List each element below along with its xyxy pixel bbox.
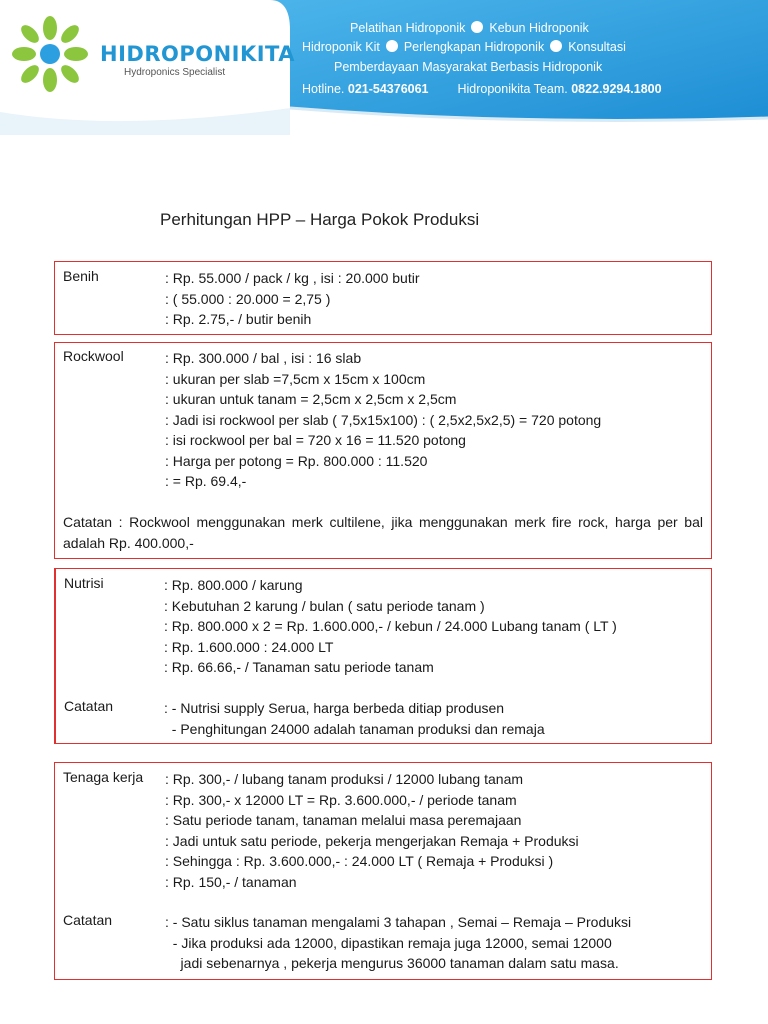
tenaga-kerja-label: Tenaga kerja [63, 769, 144, 785]
tenaga-kerja-section [54, 762, 712, 980]
rockwool-line: : ukuran untuk tanam = 2,5cm x 2,5cm x 2,5cm [165, 391, 457, 407]
nutrisi-line: : Rp. 800.000 / karung [164, 577, 303, 593]
hidroponikita-logo-icon [10, 14, 90, 94]
header-contact-line [302, 82, 662, 96]
nutrisi-label: Nutrisi [64, 575, 104, 591]
rockwool-line: : isi rockwool per bal = 720 x 16 = 11.520 potong [165, 432, 466, 448]
service-konsultasi: Konsultasi [568, 40, 626, 54]
brand-tagline: Hydroponics Specialist [124, 67, 226, 78]
tenaga-line: : Jadi untuk satu periode, pekerja mengerjakan Remaja + Produksi [165, 832, 579, 849]
nutrisi-section [54, 568, 712, 744]
header-services-line-1 [350, 21, 589, 35]
bullet-icon [471, 21, 483, 33]
nutrisi-note-line: - Penghitungan 24000 adalah tanaman produksi dan remaja [164, 720, 545, 737]
team-number: 0822.9294.1800 [571, 82, 662, 96]
team-label: Hidroponikita Team. [457, 82, 568, 96]
tenaga-note-line: : - Satu siklus tanaman mengalami 3 tahapan , Semai – Remaja – Produksi [165, 914, 632, 930]
benih-line: : Rp. 55.000 / pack / kg , isi : 20.000 butir [165, 270, 420, 286]
tenaga-line: : Satu periode tanam, tanaman melalui masa peremajaan [165, 812, 522, 828]
hotline-label: Hotline. [302, 82, 345, 96]
rockwool-label: Rockwool [63, 348, 124, 364]
bullet-icon [386, 40, 398, 52]
hotline-number: 021-54376061 [347, 82, 429, 96]
tenaga-line: : Rp. 150,- / tanaman [165, 873, 297, 890]
tenaga-line: : Rp. 300,- x 12000 LT = Rp. 3.600.000,- / periode tanam [165, 791, 517, 808]
nutrisi-note-line: : - Nutrisi supply Serua, harga berbeda ditiap produsen [164, 700, 505, 716]
nutrisi-line: : Rp. 800.000 x 2 = Rp. 1.600.000,- / kebun / 24.000 Lubang tanam ( LT ) [164, 618, 617, 634]
header-services-line-2 [302, 40, 626, 54]
header-services-line-3: Pemberdayaan Masyarakat Berbasis Hidroponik [334, 60, 603, 74]
tenaga-note-line: - Jika produksi ada 12000, dipastikan remaja juga 12000, semai 12000 [165, 934, 612, 951]
nutrisi-line: : Kebutuhan 2 karung / bulan ( satu periode tanam ) [164, 597, 485, 614]
rockwool-line: : Jadi isi rockwool per slab ( 7,5x15x100) : ( 2,5x2,5x2,5) = 720 potong [165, 411, 602, 428]
rockwool-note: Catatan : Rockwool menggunakan merk cultilene, jika menggunakan merk fire rock, harga per bal adalah Rp. 400.000,- [63, 514, 703, 551]
benih-line: : Rp. 2.75,- / butir benih [165, 311, 312, 327]
benih-section [54, 261, 712, 335]
rockwool-line: : = Rp. 69.4,- [165, 473, 247, 489]
benih-label: Benih [63, 268, 99, 284]
service-kit: Hidroponik Kit [302, 40, 380, 54]
rockwool-line: : Harga per potong = Rp. 800.000 : 11.520 [165, 452, 428, 469]
brand-name: HIDROPONIKITA [100, 42, 296, 66]
rockwool-line: : ukuran per slab =7,5cm x 15cm x 100cm [165, 370, 426, 387]
service-pelatihan: Pelatihan Hidroponik [350, 21, 466, 35]
tenaga-note-label: Catatan [63, 912, 113, 928]
rockwool-section [54, 342, 712, 559]
tenaga-line: : Sehingga : Rp. 3.600.000,- : 24.000 LT ( Remaja + Produksi ) [165, 853, 554, 869]
nutrisi-line: : Rp. 66.66,- / Tanaman satu periode tanam [164, 659, 434, 675]
service-perlengkapan: Perlengkapan Hidroponik [403, 40, 545, 54]
nutrisi-note-label: Catatan [64, 698, 114, 714]
page-header [0, 0, 768, 135]
nutrisi-line: : Rp. 1.600.000 : 24.000 LT [164, 638, 334, 655]
bullet-icon [550, 40, 562, 52]
service-kebun: Kebun Hidroponik [489, 21, 589, 35]
benih-line: : ( 55.000 : 20.000 = 2,75 ) [165, 290, 331, 307]
page-title: Perhitungan HPP – Harga Pokok Produksi [160, 210, 480, 229]
tenaga-note-line: jadi sebenarnya , pekerja mengurus 36000 tanaman dalam satu masa. [165, 955, 619, 971]
tenaga-line: : Rp. 300,- / lubang tanam produksi / 12000 lubang tanam [165, 771, 524, 787]
rockwool-line: : Rp. 300.000 / bal , isi : 16 slab [165, 350, 362, 366]
